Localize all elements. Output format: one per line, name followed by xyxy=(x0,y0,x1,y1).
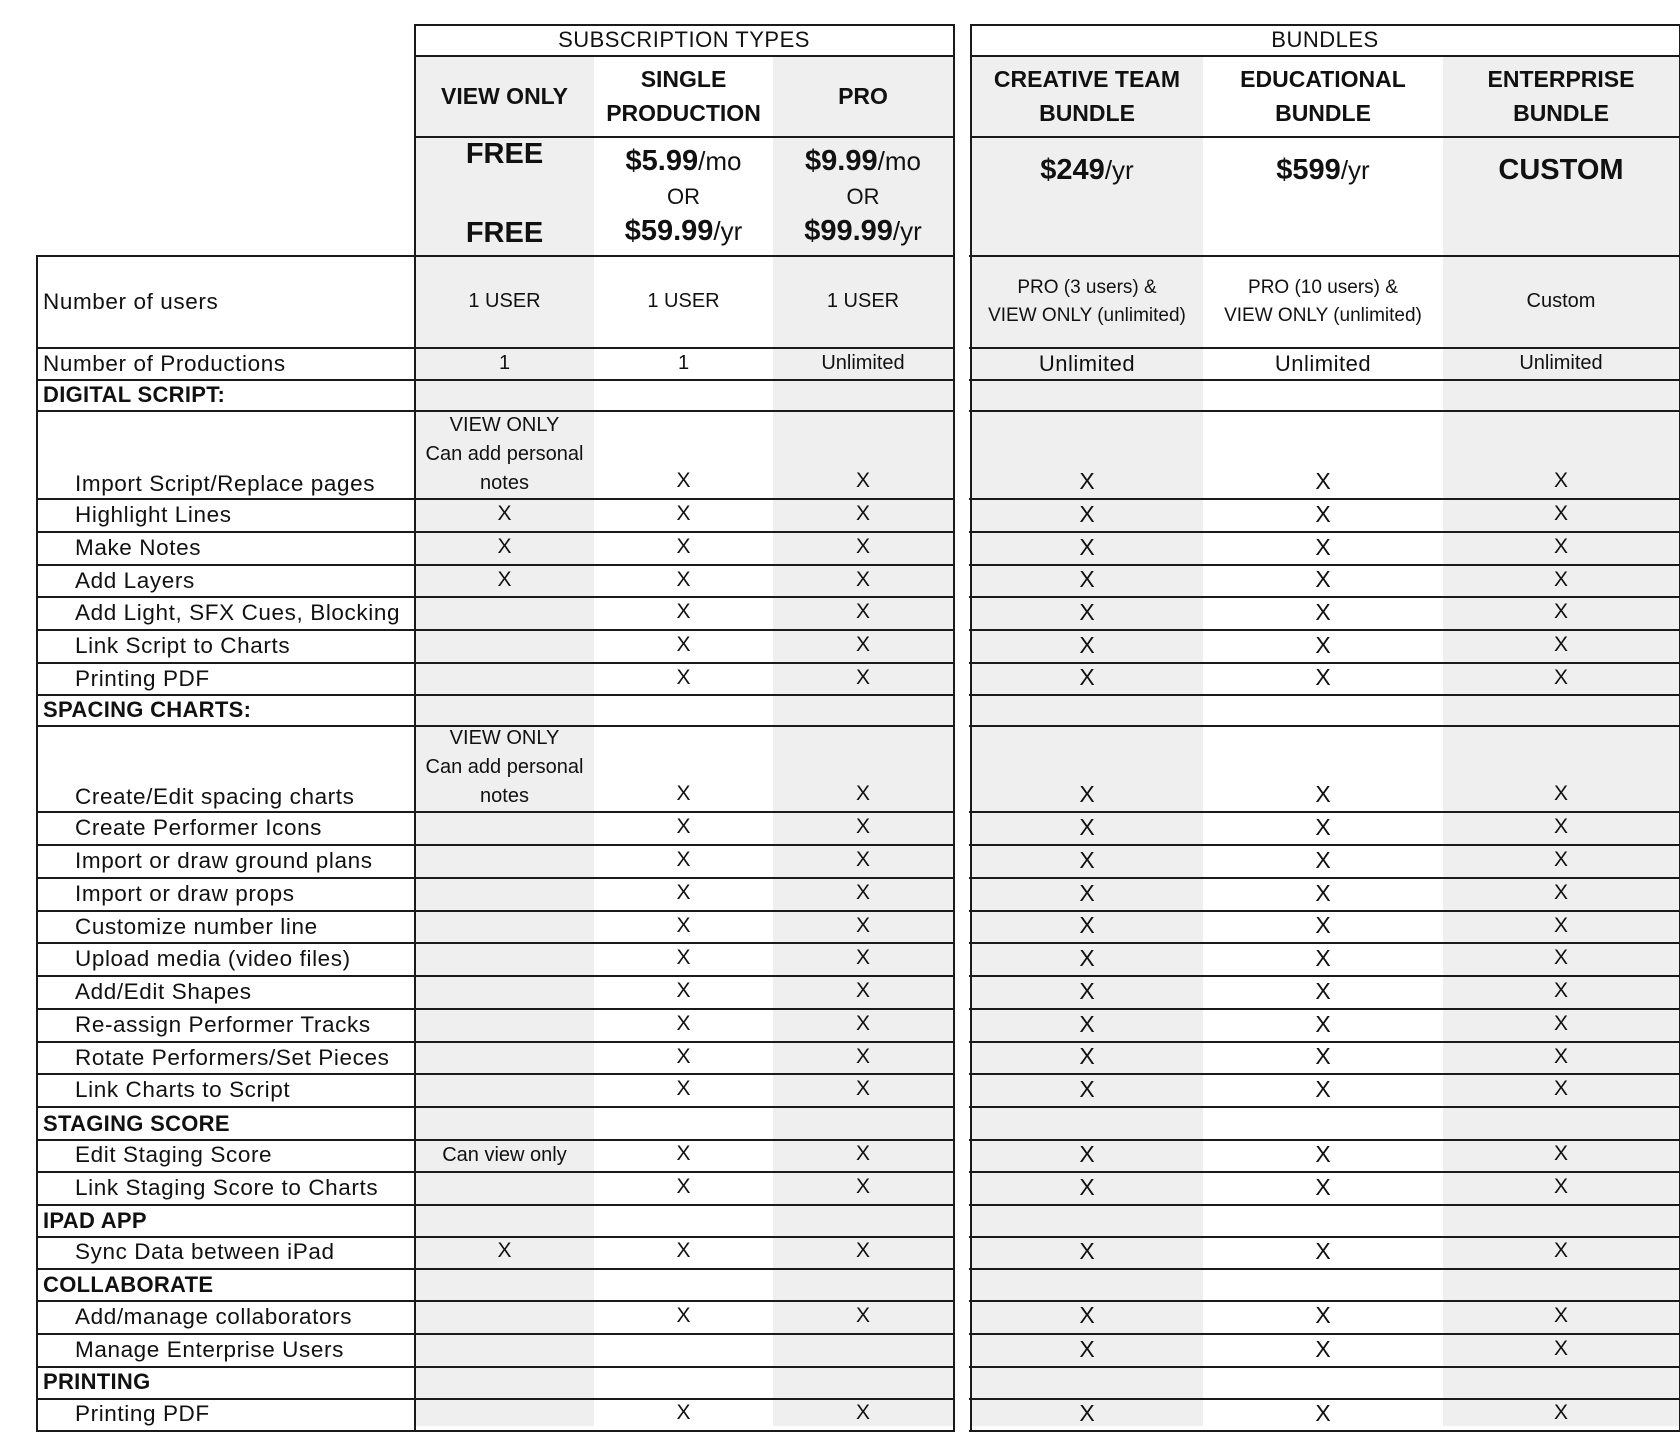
check-mark-pro: X xyxy=(855,633,870,656)
section-title-collaborate: COLLABORATE xyxy=(43,1272,214,1297)
check-mark-pro: X xyxy=(855,848,870,871)
note-line: VIEW ONLY xyxy=(449,727,560,749)
check-mark-single-production: X xyxy=(676,1044,691,1068)
table-gap xyxy=(955,1365,969,1369)
check-mark-educational: X xyxy=(1315,1043,1331,1069)
table-gap xyxy=(955,1007,969,1011)
note-line: Can add personal xyxy=(425,443,584,465)
check-mark-creative-team: X xyxy=(1079,1302,1095,1328)
check-mark-creative-team: X xyxy=(1079,1140,1095,1167)
check-mark-creative-team: X xyxy=(1079,912,1095,938)
feature-label: Add/Edit Shapes xyxy=(75,979,252,1004)
check-mark-creative-team: X xyxy=(1079,664,1095,690)
check-mark-pro: X xyxy=(855,913,870,937)
price-amount: $249 xyxy=(1040,153,1105,186)
grid-row-line xyxy=(36,1430,1680,1432)
check-mark-enterprise: X xyxy=(1553,535,1568,558)
productions-educational: Unlimited xyxy=(1274,351,1372,376)
feature-label: Import or draw props xyxy=(75,881,295,906)
check-mark-enterprise: X xyxy=(1553,1303,1568,1327)
check-mark-pro: X xyxy=(855,535,870,558)
check-mark-pro: X xyxy=(855,469,870,492)
check-mark-educational: X xyxy=(1315,1140,1331,1167)
check-mark-creative-team: X xyxy=(1079,598,1095,625)
check-mark-educational: X xyxy=(1315,780,1331,807)
check-mark-educational: X xyxy=(1315,500,1331,527)
check-mark-creative-team: X xyxy=(1079,1010,1095,1037)
check-mark-single-production: X xyxy=(676,567,691,591)
feature-label: Add/manage collaborators xyxy=(75,1303,353,1329)
price-amount: $59.99 xyxy=(624,214,714,247)
check-mark-single-production: X xyxy=(676,1142,691,1165)
check-mark-creative-team: X xyxy=(1079,1043,1095,1069)
grid-row-line xyxy=(36,694,1680,696)
check-mark-enterprise: X xyxy=(1553,567,1568,591)
check-mark-single-production: X xyxy=(676,1012,691,1035)
price-unit: /mo xyxy=(877,145,921,176)
view-only-note-digital-script xyxy=(415,410,594,500)
check-mark-single-production: X xyxy=(676,600,691,623)
check-mark-creative-team: X xyxy=(1079,1237,1095,1264)
column-header-line: BUNDLE xyxy=(1513,99,1609,126)
check-mark-creative-team: X xyxy=(1079,1335,1095,1362)
price-single-production xyxy=(594,137,773,255)
users-single-production: 1 USER xyxy=(647,290,720,312)
check-mark-enterprise: X xyxy=(1553,881,1568,904)
check-mark-single-production: X xyxy=(676,469,691,492)
subscription-types-header: SUBSCRIPTION TYPES xyxy=(558,26,810,52)
users-line: VIEW ONLY (unlimited) xyxy=(988,304,1186,326)
check-mark-pro: X xyxy=(855,1142,870,1165)
productions-view-only: 1 xyxy=(498,351,511,374)
column-header-line: ENTERPRISE xyxy=(1487,65,1635,92)
check-mark-educational: X xyxy=(1315,1075,1331,1102)
check-mark-single-production: X xyxy=(676,848,691,871)
check-mark-creative-team: X xyxy=(1079,879,1095,906)
table-gap xyxy=(955,1105,969,1109)
check-mark-enterprise: X xyxy=(1553,1401,1568,1424)
check-mark-educational: X xyxy=(1315,631,1331,658)
productions-creative-team: Unlimited xyxy=(1038,351,1136,376)
feature-label: Upload media (video files) xyxy=(75,946,351,971)
check-mark-view-only: X xyxy=(497,1239,512,1262)
check-mark-enterprise: X xyxy=(1553,502,1568,525)
section-title-ipad-app: IPAD APP xyxy=(43,1208,147,1233)
row-label-number-of-users: Number of users xyxy=(43,288,219,314)
table-gap xyxy=(955,876,969,880)
check-mark-educational: X xyxy=(1315,598,1331,625)
users-pro: 1 USER xyxy=(826,290,900,312)
check-mark-enterprise: X xyxy=(1553,913,1568,937)
check-mark-pro: X xyxy=(855,1175,870,1198)
check-mark-pro: X xyxy=(855,665,870,689)
check-mark-single-production: X xyxy=(676,1175,691,1198)
feature-label: Printing PDF xyxy=(75,665,210,691)
check-mark-educational: X xyxy=(1315,1302,1331,1328)
feature-label: Sync Data between iPad xyxy=(75,1239,335,1264)
price-unit: /yr xyxy=(1340,154,1370,185)
check-mark-enterprise: X xyxy=(1553,1337,1568,1360)
table-gap xyxy=(955,1235,969,1239)
grid-row-line xyxy=(36,379,1680,381)
check-mark-single-production: X xyxy=(676,1239,691,1262)
grid-row-line xyxy=(36,1268,1680,1270)
check-mark-pro: X xyxy=(855,1401,870,1424)
feature-label: Manage Enterprise Users xyxy=(75,1337,344,1362)
check-mark-single-production: X xyxy=(676,1401,691,1424)
users-line: PRO (3 users) & xyxy=(1017,276,1157,298)
price-amount: $599 xyxy=(1276,153,1341,186)
table-gap xyxy=(955,1429,969,1433)
check-mark-pro: X xyxy=(855,979,870,1002)
section-title-printing: PRINTING xyxy=(43,1369,151,1394)
feature-label: Add Layers xyxy=(75,567,195,593)
table-gap xyxy=(955,843,969,847)
check-mark-educational: X xyxy=(1315,1010,1331,1037)
check-mark-pro: X xyxy=(855,502,870,525)
users-line: PRO (10 users) & xyxy=(1248,276,1398,298)
check-mark-view-only: X xyxy=(497,535,512,558)
users-creative-team xyxy=(971,256,1203,347)
feature-label: Make Notes xyxy=(75,535,202,560)
bundles-header: BUNDLES xyxy=(1271,26,1379,52)
check-mark-single-production: X xyxy=(676,1077,691,1100)
grid-column-line xyxy=(953,24,955,1432)
check-mark-single-production: X xyxy=(676,502,691,525)
table-gap xyxy=(955,378,969,382)
check-mark-enterprise: X xyxy=(1553,1142,1568,1165)
price-monthly xyxy=(626,144,742,179)
check-mark-single-production: X xyxy=(676,881,691,904)
check-mark-enterprise: X xyxy=(1553,946,1568,969)
column-header-line: PRO xyxy=(838,82,888,109)
check-mark-single-production: X xyxy=(676,535,691,558)
grid-row-line xyxy=(36,1106,1680,1108)
check-mark-enterprise: X xyxy=(1553,1175,1568,1198)
column-header-educational xyxy=(1203,56,1443,135)
column-header-line: PRODUCTION xyxy=(606,99,761,126)
feature-label: Edit Staging Score xyxy=(75,1142,273,1167)
check-mark-pro: X xyxy=(855,567,870,591)
check-mark-creative-team: X xyxy=(1079,813,1095,840)
table-gap xyxy=(955,909,969,913)
feature-label: Re-assign Performer Tracks xyxy=(75,1012,371,1037)
note-line: notes xyxy=(480,472,529,494)
grid-column-line xyxy=(36,255,38,1432)
check-mark-creative-team: X xyxy=(1079,1173,1095,1200)
check-mark-creative-team: X xyxy=(1079,1075,1095,1102)
check-mark-single-production: X xyxy=(676,913,691,937)
check-mark-pro: X xyxy=(855,946,870,969)
price-amount: $5.99 xyxy=(625,144,699,177)
table-gap xyxy=(955,941,969,945)
check-mark-pro: X xyxy=(855,1077,870,1100)
check-mark-creative-team: X xyxy=(1079,944,1095,971)
check-mark-pro: X xyxy=(855,782,870,805)
table-gap xyxy=(955,693,969,697)
table-gap xyxy=(955,563,969,567)
check-mark-educational: X xyxy=(1315,1399,1331,1426)
price-amount: $99.99 xyxy=(804,214,893,247)
check-mark-creative-team: X xyxy=(1079,533,1095,560)
feature-label: Create/Edit spacing charts xyxy=(75,784,355,809)
table-gap xyxy=(955,1170,969,1174)
check-mark-educational: X xyxy=(1315,977,1331,1004)
check-mark-creative-team: X xyxy=(1079,977,1095,1004)
feature-label: Link Script to Charts xyxy=(75,633,291,658)
table-gap xyxy=(955,254,969,258)
column-header-line: BUNDLE xyxy=(1275,99,1371,126)
price-enterprise xyxy=(1443,137,1679,203)
table-gap xyxy=(955,1397,969,1401)
table-gap xyxy=(955,1138,969,1142)
check-mark-educational: X xyxy=(1315,912,1331,938)
check-mark-educational: X xyxy=(1315,1173,1331,1200)
check-mark-pro: X xyxy=(855,1239,870,1262)
check-mark-educational: X xyxy=(1315,566,1331,592)
check-mark-creative-team: X xyxy=(1079,500,1095,527)
check-mark-educational: X xyxy=(1315,664,1331,690)
check-mark-enterprise: X xyxy=(1553,1044,1568,1068)
table-gap xyxy=(955,1072,969,1076)
row-label-number-of-productions: Number of Productions xyxy=(43,351,286,376)
check-mark-educational: X xyxy=(1315,1237,1331,1264)
table-gap xyxy=(955,1040,969,1044)
check-mark-enterprise: X xyxy=(1553,782,1568,805)
table-gap xyxy=(955,1299,969,1303)
view-only-note-spacing-charts xyxy=(415,723,594,813)
users-educational xyxy=(1203,256,1443,347)
productions-pro: Unlimited xyxy=(821,351,905,374)
check-mark-single-production: X xyxy=(676,665,691,689)
price-yearly xyxy=(804,214,922,249)
feature-label: Link Charts to Script xyxy=(75,1077,291,1102)
check-mark-creative-team: X xyxy=(1079,1399,1095,1426)
check-mark-pro: X xyxy=(855,881,870,904)
check-mark-single-production: X xyxy=(676,782,691,805)
feature-label: Create Performer Icons xyxy=(75,815,323,840)
check-mark-view-only: X xyxy=(497,567,512,591)
table-gap xyxy=(955,1267,969,1271)
grid-row-line xyxy=(36,1204,1680,1206)
table-gap xyxy=(955,497,969,501)
check-mark-enterprise: X xyxy=(1553,665,1568,689)
price-or: OR xyxy=(846,183,880,209)
price-unit: /yr xyxy=(713,215,743,246)
column-header-line: BUNDLE xyxy=(1039,99,1135,126)
section-title-spacing-charts: SPACING CHARTS: xyxy=(43,697,252,722)
price-unit: /mo xyxy=(698,145,742,176)
table-gap xyxy=(955,346,969,350)
check-mark-pro: X xyxy=(855,600,870,623)
check-mark-pro: X xyxy=(855,1303,870,1327)
price-unit: /yr xyxy=(1104,154,1134,185)
check-mark-single-production: X xyxy=(676,633,691,656)
users-enterprise: Custom xyxy=(1526,290,1596,312)
check-mark-educational: X xyxy=(1315,944,1331,971)
table-gap xyxy=(955,661,969,665)
productions-enterprise: Unlimited xyxy=(1519,351,1603,374)
check-mark-pro: X xyxy=(855,1012,870,1035)
feature-label: Add Light, SFX Cues, Blocking xyxy=(75,600,401,625)
check-mark-creative-team: X xyxy=(1079,846,1095,873)
check-mark-single-production: X xyxy=(676,1303,691,1327)
check-mark-educational: X xyxy=(1315,467,1331,494)
price-monthly: FREE xyxy=(465,138,544,170)
check-mark-enterprise: X xyxy=(1553,979,1568,1002)
check-mark-creative-team: X xyxy=(1079,467,1095,494)
table-gap xyxy=(955,595,969,599)
check-mark-creative-team: X xyxy=(1079,780,1095,807)
check-mark-educational: X xyxy=(1315,533,1331,560)
column-header-view-only xyxy=(415,56,594,135)
column-header-pro xyxy=(773,56,953,135)
grid-row-line xyxy=(36,1366,1680,1368)
check-mark-educational: X xyxy=(1315,846,1331,873)
note-line: notes xyxy=(480,785,529,807)
table-gap xyxy=(955,724,969,728)
users-line: VIEW ONLY (unlimited) xyxy=(1224,304,1422,326)
check-mark-enterprise: X xyxy=(1553,1077,1568,1100)
price-unit: /yr xyxy=(892,215,922,246)
feature-label: Import or draw ground plans xyxy=(75,848,373,873)
check-mark-educational: X xyxy=(1315,813,1331,840)
grid-column-line xyxy=(970,24,972,1432)
check-mark-educational: X xyxy=(1315,1335,1331,1362)
price-pro xyxy=(773,137,953,255)
table-gap xyxy=(955,530,969,534)
price-amount: $9.99 xyxy=(805,144,878,177)
note-line: VIEW ONLY xyxy=(449,414,560,436)
feature-label: Highlight Lines xyxy=(75,502,232,527)
column-header-line: CREATIVE TEAM xyxy=(993,65,1181,92)
section-title-staging-score: STAGING SCORE xyxy=(43,1111,230,1136)
check-mark-pro: X xyxy=(855,1044,870,1068)
note-line: Can add personal xyxy=(425,756,584,778)
column-header-line: SINGLE xyxy=(640,65,727,92)
check-mark-educational: X xyxy=(1315,879,1331,906)
check-mark-view-only: X xyxy=(497,502,512,525)
price-amount: CUSTOM xyxy=(1498,153,1624,186)
column-header-line: EDUCATIONAL xyxy=(1240,65,1406,92)
check-mark-single-production: X xyxy=(676,815,691,838)
check-mark-enterprise: X xyxy=(1553,469,1568,492)
column-header-enterprise xyxy=(1443,56,1679,135)
check-mark-single-production: X xyxy=(676,946,691,969)
section-title-digital-script: DIGITAL SCRIPT: xyxy=(43,382,226,407)
check-mark-pro: X xyxy=(855,815,870,838)
users-view-only: 1 USER xyxy=(468,290,541,312)
check-mark-enterprise: X xyxy=(1553,848,1568,871)
table-gap xyxy=(955,810,969,814)
check-mark-creative-team: X xyxy=(1079,631,1095,658)
price-or: OR xyxy=(667,183,700,209)
column-header-line: VIEW ONLY xyxy=(441,82,568,109)
table-gap xyxy=(955,1203,969,1207)
price-yearly xyxy=(625,214,743,249)
column-header-creative-team xyxy=(971,56,1203,135)
feature-label: Rotate Performers/Set Pieces xyxy=(75,1044,390,1070)
price-view-only xyxy=(415,137,594,255)
check-mark-enterprise: X xyxy=(1553,633,1568,656)
view-only-edit-staging-score: Can view only xyxy=(442,1143,567,1166)
table-gap xyxy=(955,628,969,632)
check-mark-enterprise: X xyxy=(1553,815,1568,838)
price-monthly xyxy=(805,144,921,179)
table-gap xyxy=(955,409,969,413)
productions-single-production: 1 xyxy=(677,351,690,374)
price-educational xyxy=(1203,137,1443,203)
feature-label: Link Staging Score to Charts xyxy=(75,1175,379,1200)
column-header-single-production xyxy=(594,56,773,135)
check-mark-creative-team: X xyxy=(1079,566,1095,592)
feature-label: Import Script/Replace pages xyxy=(75,471,376,496)
check-mark-enterprise: X xyxy=(1553,1012,1568,1035)
check-mark-enterprise: X xyxy=(1553,600,1568,623)
table-gap xyxy=(955,1332,969,1336)
price-yearly: FREE xyxy=(465,217,544,249)
table-gap xyxy=(955,974,969,978)
feature-label: Customize number line xyxy=(75,913,318,939)
check-mark-single-production: X xyxy=(676,979,691,1002)
feature-label: Printing PDF xyxy=(75,1401,210,1426)
check-mark-enterprise: X xyxy=(1553,1239,1568,1262)
price-creative-team xyxy=(971,137,1203,203)
